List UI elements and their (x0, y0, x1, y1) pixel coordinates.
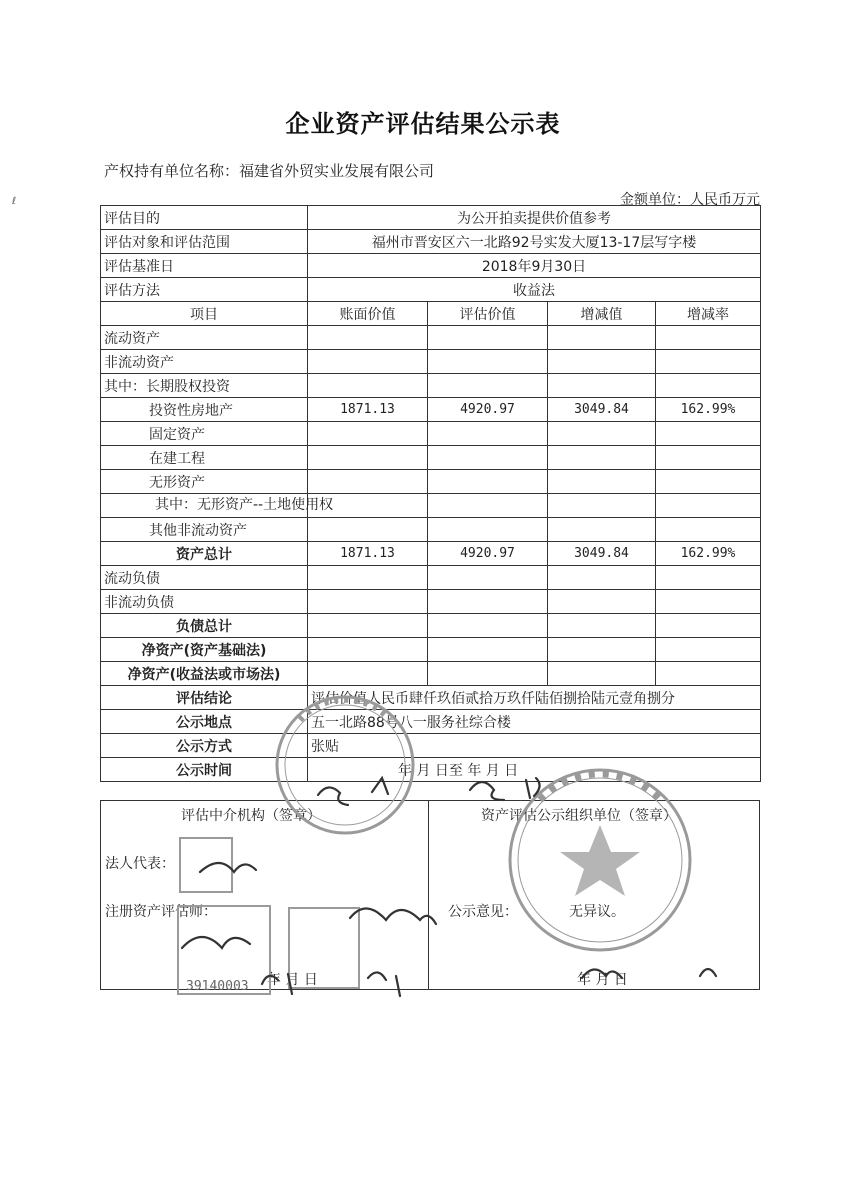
table-row (101, 470, 761, 494)
row-label: 其中：长期股权投资 (101, 374, 308, 398)
opinion-value: 无异议。 (569, 904, 625, 920)
row-label: 净资产(收益法或市场法) (101, 662, 308, 686)
date-value: 2018年9月30日 (308, 254, 761, 278)
method-value: 收益法 (308, 278, 761, 302)
document-title: 企业资产评估结果公示表 (285, 110, 561, 138)
table-row (101, 350, 761, 374)
row-label: 流动负债 (101, 566, 308, 590)
row-label: 其他非流动资产 (101, 518, 308, 542)
conclusion-value: 评估价值人民币肆仟玖佰贰拾万玖仟陆佰捌拾陆元壹角捌分 (308, 686, 761, 710)
agency-header: 评估中介机构（签章） (181, 808, 321, 824)
row-label: 固定资产 (101, 422, 308, 446)
header-row (101, 302, 761, 326)
row-purpose (101, 206, 761, 230)
table-row (101, 374, 761, 398)
row-label: 流动资产 (101, 326, 308, 350)
holder-name: 产权持有单位名称：福建省外贸实业发展有限公司 (104, 162, 435, 180)
result-table (100, 205, 761, 782)
row-conclusion (101, 686, 761, 710)
purpose-value: 为公开拍卖提供价值参考 (308, 206, 761, 230)
row-label: 资产总计 (101, 542, 308, 566)
table-row (101, 614, 761, 638)
organizer-date: 年 月 日 (577, 972, 628, 988)
row-label: 投资性房地产 (101, 398, 308, 422)
table-row (101, 662, 761, 686)
table-row (101, 542, 761, 566)
legal-rep-label: 法人代表： (105, 856, 175, 872)
cert-number-text: 39140003 (186, 979, 249, 994)
organizer-header: 资产评估公示组织单位（签章） (481, 808, 677, 824)
currency-unit: 金额单位：人民币万元 (620, 192, 760, 208)
conclusion-label: 评估结论 (101, 686, 308, 710)
change-rate: 162.99% (656, 398, 761, 422)
date-label: 评估基准日 (101, 254, 308, 278)
table-row (101, 326, 761, 350)
row-method (101, 278, 761, 302)
margin-mark: ℓ (12, 196, 17, 207)
row-scope (101, 230, 761, 254)
row-label: 无形资产 (101, 470, 308, 494)
location-value: 五一北路88号八一服务社综合楼 (308, 710, 761, 734)
row-date (101, 254, 761, 278)
row-label: 其中：无形资产--土地使用权 (101, 494, 308, 518)
signature-divider (428, 801, 429, 989)
table-row (101, 446, 761, 470)
header-book: 账面价值 (308, 302, 428, 326)
period-label: 公示时间 (101, 758, 308, 782)
purpose-label: 评估目的 (101, 206, 308, 230)
header-rate: 增减率 (656, 302, 761, 326)
row-location (101, 710, 761, 734)
row-label: 净资产(资产基础法) (101, 638, 308, 662)
table-row (101, 422, 761, 446)
period-value: 年 月 日至 年 月 日 (308, 758, 761, 782)
signature-block (100, 800, 760, 990)
row-manner (101, 734, 761, 758)
location-label: 公示地点 (101, 710, 308, 734)
scope-label: 评估对象和评估范围 (101, 230, 308, 254)
manner-label: 公示方式 (101, 734, 308, 758)
change-value: 3049.84 (548, 542, 656, 566)
change-value: 3049.84 (548, 398, 656, 422)
table-row (101, 494, 761, 518)
eval-value: 4920.97 (428, 542, 548, 566)
table-row (101, 518, 761, 542)
table-row (101, 590, 761, 614)
book-value: 1871.13 (308, 542, 428, 566)
eval-value: 4920.97 (428, 398, 548, 422)
table-row (101, 398, 761, 422)
scope-value: 福州市晋安区六一北路92号实发大厦13-17层写字楼 (308, 230, 761, 254)
appraiser-label: 注册资产评估师： (105, 904, 217, 920)
row-label: 非流动资产 (101, 350, 308, 374)
row-period (101, 758, 761, 782)
table-row (101, 638, 761, 662)
book-value: 1871.13 (308, 398, 428, 422)
change-rate: 162.99% (656, 542, 761, 566)
header-item: 项目 (101, 302, 308, 326)
header-change: 增减值 (548, 302, 656, 326)
manner-value: 张贴 (308, 734, 761, 758)
row-label: 非流动负债 (101, 590, 308, 614)
row-label: 负债总计 (101, 614, 308, 638)
agency-date: 年 月 日 (267, 972, 318, 988)
method-label: 评估方法 (101, 278, 308, 302)
row-label: 在建工程 (101, 446, 308, 470)
table-row (101, 566, 761, 590)
header-eval: 评估价值 (428, 302, 548, 326)
opinion-label: 公示意见： (448, 904, 518, 920)
